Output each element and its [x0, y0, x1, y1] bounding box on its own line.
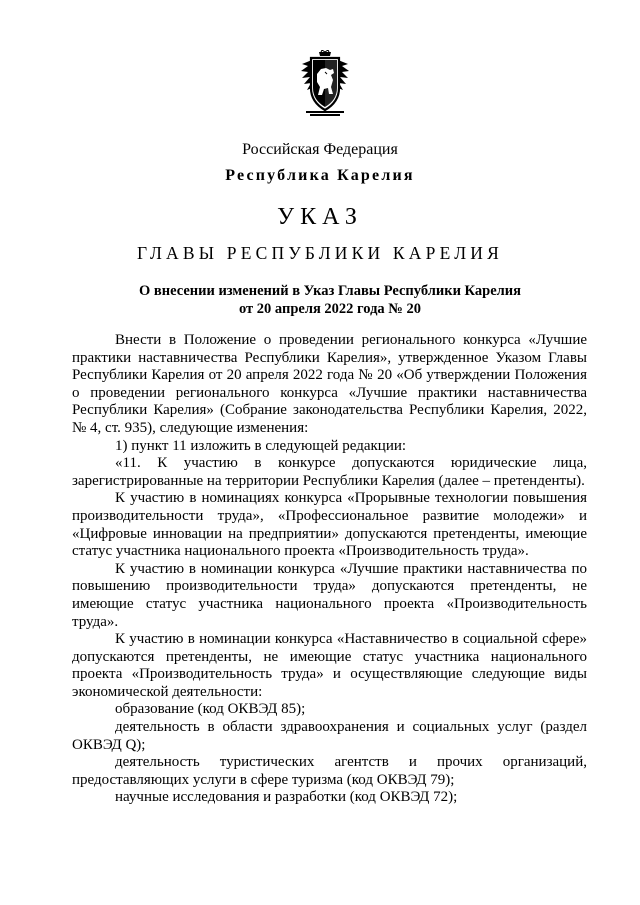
body-paragraph: Внести в Положение о проведении регионального конкурса «Лучшие практики наставничества Республики Карелия», утвержденное Указом Главы Республики Карелия от 20 апреля 2022 года № 20 «Об утверждении Положения о проведении регионального конкурса «Лучшие практики наставничества Республики Карелия» (Собрание законодательства Республики Карелия, 2022, № 4, ст. 935), следующие изменения: [72, 332, 587, 436]
list-item: деятельность туристических агентств и прочих организаций, предоставляющих услуги в сфере туризма (код ОКВЭД 79); [72, 754, 587, 788]
list-item: деятельность в области здравоохранения и социальных услуг (раздел ОКВЭД Q); [72, 719, 587, 753]
subject-line: О внесении изменений в Указ Главы Республики Карелия [139, 283, 521, 299]
karelia-coat-of-arms-icon [300, 50, 350, 116]
republic-name: Республика Карелия [225, 167, 415, 184]
body-paragraph: К участию в номинации конкурса «Лучшие практики наставничества по повышению производительности труда» допускаются претенденты, не имеющие статус участника национального проекта «Производительность труда». [72, 560, 587, 630]
body-paragraph: К участию в номинации конкурса «Наставничество в социальной сфере» допускаются претенденты, не имеющие статус участника национального проекта «Производительность труда» и осуществляющие следующие виды экономической деятельности: [72, 631, 587, 700]
document-subject [10, 282, 640, 318]
body-paragraph: К участию в номинациях конкурса «Прорывные технологии повышения производительности труда», «Профессиональное развитие молодежи» и «Цифровые инновации на предприятии» допускаются претенденты, имеющие статус участника национального проекта «Производительность труда». [72, 490, 587, 560]
body-paragraph: «11. К участию в конкурсе допускаются юридические лица, зарегистрированные на территории Республики Карелия (далее – претенденты). [72, 455, 587, 489]
list-item: образование (код ОКВЭД 85); [115, 701, 306, 718]
subject-line: от 20 апреля 2022 года № 20 [238, 301, 422, 317]
body-paragraph: 1) пункт 11 изложить в следующей редакции: [115, 437, 407, 454]
country-name: Российская Федерация [242, 141, 398, 158]
issuer-title: ГЛАВЫ РЕСПУБЛИКИ КАРЕЛИЯ [136, 243, 504, 263]
list-item: научные исследования и разработки (код ОКВЭД 72); [115, 789, 458, 806]
document-body [72, 332, 587, 807]
document-type-title: УКАЗ [277, 204, 363, 230]
